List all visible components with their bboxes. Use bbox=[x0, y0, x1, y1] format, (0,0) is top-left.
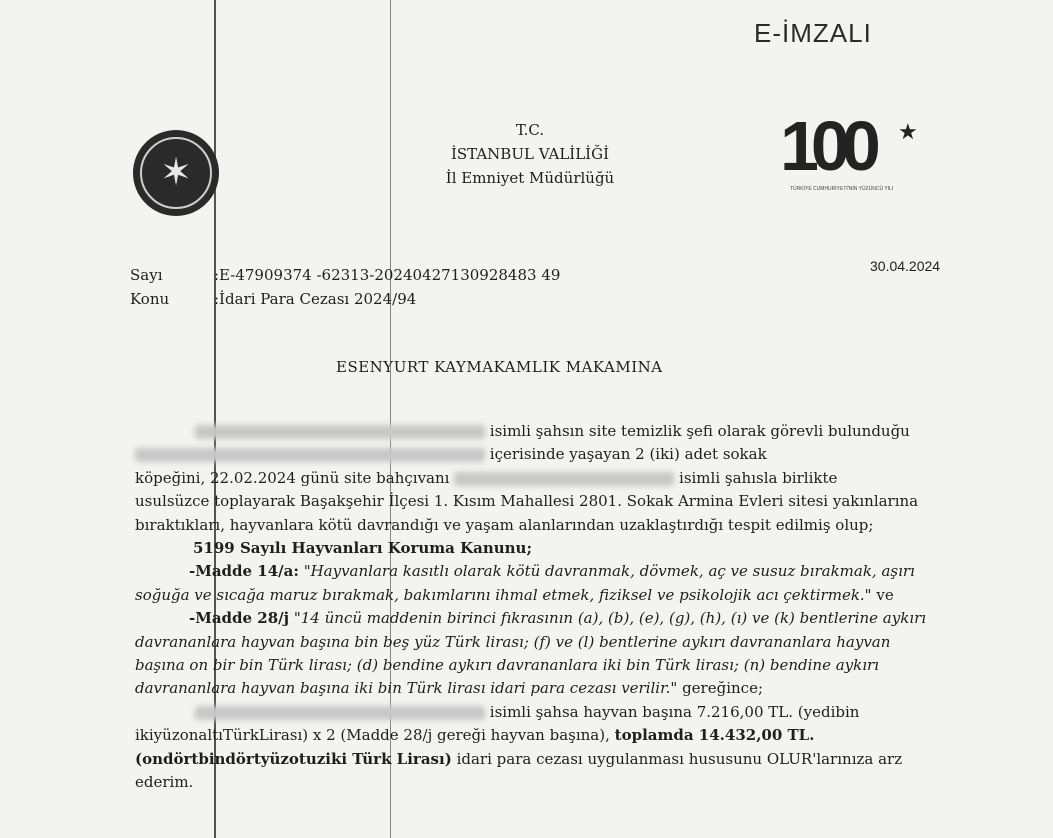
document-date: 30.04.2024 bbox=[870, 258, 941, 274]
police-seal-icon: ✶ bbox=[133, 130, 219, 216]
subject: Konu :İdari Para Cezası 2024/94 bbox=[130, 290, 417, 308]
centennial-logo: 100 ★ TÜRKİYE CUMHURİYETİ'NİN YÜZÜNCÜ YILI bbox=[780, 107, 918, 192]
addressee: ESENYURT KAYMAKAMLIK MAKAMINA bbox=[336, 358, 663, 376]
e-signed-stamp: E-İMZALI bbox=[754, 18, 872, 48]
letterhead: T.C. İSTANBUL VALİLİĞİ İl Emniyet Müdürlüğü bbox=[445, 121, 615, 187]
letter-body: isimli şahsın site temizlik şefi olarak görevli bulunduğu içerisinde yaşayan 2 (iki) adet sokak köpeğini, 22.02.2024 günü site bahçıvanı isimli şahısla birlikte usulsüzce toplayarak Başakşehir İlçesi 1. Kısım Mahallesi 2801. Sokak Armina Evleri sitesi yakınlarına bıraktıkları, hayvanlara kötü davrandığı ve yaşam alanlarından uzaklaştırdığı tespit edilmiş olup; 5199 Sayılı Hayvanları Koruma Kanunu; -Madde 14/a: "Hayvanlara kasıtlı olarak kötü davranmak, dövmek, aç ve susuz bırakmak, aşırı soğuğa ve sıcağa maruz bırakmak, bakımlarını ihmal etmek, fiziksel ve psikolojik acı çektirmek." ve -Madde 28/j "14 üncü maddenin birinci fıkrasının (a), (b), (e), (g), (h), (ı) ve (k) bentlerine aykırı davrananlara hayvan başına bin beş yüz Türk lirası; (f) ve (l) bentlerine aykırı davrananlara hayvan başına on bir bin Türk lirası; (d) bendine aykırı davrananlara iki bin Türk lirası; (n) bendine aykırı davrananlara hayvan başına iki bin Türk lirası idari para cezası verilir." gereğince; isimli şahsa hayvan başına 7.216,00 TL. (yedibin ikiyüzonaltıTürkLirası) x 2 (Madde 28/j gereği hayvan başına), toplamda 14.432,00 TL. (ondörtbindörtyüzotuziki Türk Lirası) idari para cezası uygulanması hususunu OLUR'larınıza arz ederim. bbox=[135, 422, 927, 792]
reference-number: Sayı :E-47909374 -62313-20240427130928483 49 bbox=[130, 266, 561, 284]
star-icon: ★ bbox=[898, 120, 918, 145]
